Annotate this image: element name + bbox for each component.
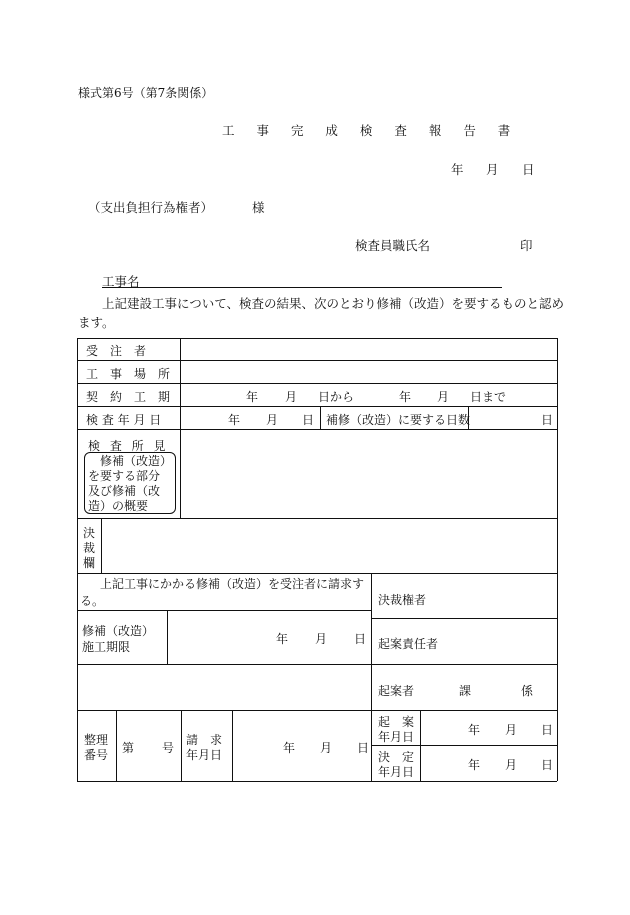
draft-date-line: 年月日 bbox=[378, 730, 415, 744]
draft-date-line: 起 案 bbox=[378, 715, 415, 729]
table-rule bbox=[371, 745, 557, 746]
inspection-date-day: 日 bbox=[302, 413, 315, 427]
addressee: （支出負担行為権者） bbox=[88, 200, 214, 215]
approval-char: 裁 bbox=[83, 541, 96, 555]
deadline-label-line: 修補（改造） bbox=[82, 624, 155, 638]
blank-area[interactable] bbox=[78, 665, 371, 710]
repair-days-unit: 日 bbox=[541, 413, 554, 427]
request-text: 上記工事にかかる修補（改造）を受注者に請求する。 bbox=[80, 577, 365, 608]
request-date-year: 年 bbox=[283, 741, 296, 755]
site-label: 工 事 場 所 bbox=[86, 367, 171, 381]
contractor-label: 受 注 者 bbox=[86, 344, 147, 358]
inspector-label: 検査員職氏名 bbox=[355, 238, 431, 253]
header-date-day: 日 bbox=[522, 162, 535, 177]
table-border-right bbox=[557, 338, 558, 781]
period-from-year: 年 bbox=[246, 390, 259, 404]
approval-char: 決 bbox=[83, 526, 96, 540]
findings-sub-line: 修補（改造） bbox=[100, 454, 173, 468]
drafter-section: 課 bbox=[459, 684, 472, 698]
table-rule bbox=[232, 710, 233, 781]
table-border-bottom bbox=[77, 781, 557, 782]
seal-mark: 印 bbox=[520, 238, 533, 253]
project-name-label: 工事名 bbox=[102, 274, 140, 289]
honorific: 様 bbox=[252, 200, 265, 215]
findings-sub-line: を要する部分 bbox=[88, 469, 161, 483]
request-date-line: 請 求 bbox=[186, 733, 223, 747]
draft-date-month: 月 bbox=[505, 723, 518, 737]
ref-no-line: 番号 bbox=[84, 748, 109, 762]
document-title: 工 事 完 成 検 査 報 告 書 bbox=[222, 123, 520, 138]
deadline-month: 月 bbox=[315, 632, 328, 646]
decision-date-line: 年月日 bbox=[378, 765, 415, 779]
table-rule bbox=[77, 710, 557, 711]
deadline-year: 年 bbox=[276, 632, 289, 646]
period-label: 契 約 工 期 bbox=[86, 390, 171, 404]
repair-days-field[interactable] bbox=[469, 407, 539, 429]
contractor-field[interactable] bbox=[181, 339, 557, 360]
request-date-day: 日 bbox=[357, 741, 370, 755]
ref-no-line: 整理 bbox=[84, 733, 109, 747]
intro-text: 上記建設工事について、検査の結果、次のとおり修補（改造）を要するものと認めます。 bbox=[78, 296, 565, 330]
decision-date-month: 月 bbox=[505, 758, 518, 772]
decision-date-year: 年 bbox=[468, 758, 481, 772]
table-rule bbox=[371, 573, 372, 781]
table-rule bbox=[371, 618, 557, 619]
period-to-year: 年 bbox=[399, 390, 412, 404]
period-from-day: 日から bbox=[318, 390, 355, 404]
repair-days-label: 補修（改造）に要する日数 bbox=[326, 413, 471, 427]
ref-dai: 第 bbox=[122, 741, 135, 755]
header-date-year: 年 bbox=[451, 162, 464, 177]
table-border-left bbox=[77, 338, 78, 781]
approval-field[interactable] bbox=[102, 519, 557, 573]
findings-sub-line: 及び修補（改 bbox=[88, 484, 161, 498]
ref-go: 号 bbox=[162, 741, 175, 755]
drafter-staff: 係 bbox=[521, 684, 534, 698]
table-rule bbox=[77, 573, 557, 574]
inspection-date-month: 月 bbox=[266, 413, 279, 427]
table-rule bbox=[181, 710, 182, 781]
responsible-label: 起案責任者 bbox=[378, 637, 439, 651]
decision-date-line: 決 定 bbox=[378, 750, 415, 764]
inspection-date-year: 年 bbox=[228, 413, 241, 427]
approver-label: 決裁権者 bbox=[378, 593, 427, 607]
findings-title: 検 査 所 見 bbox=[88, 439, 169, 453]
drafter-label: 起案者 bbox=[378, 684, 415, 698]
table-rule bbox=[77, 610, 371, 611]
period-to-month: 月 bbox=[437, 390, 450, 404]
decision-date-day: 日 bbox=[541, 758, 554, 772]
table-rule bbox=[77, 383, 557, 384]
draft-date-year: 年 bbox=[468, 723, 481, 737]
form-number: 様式第6号（第7条関係） bbox=[78, 86, 214, 100]
table-rule bbox=[420, 710, 421, 781]
request-date-line: 年月日 bbox=[186, 748, 223, 762]
project-name-line[interactable] bbox=[102, 287, 502, 288]
approval-char: 欄 bbox=[83, 556, 96, 570]
period-from-month: 月 bbox=[285, 390, 298, 404]
request-date-month: 月 bbox=[320, 741, 333, 755]
findings-sub-line: 造）の概要 bbox=[88, 499, 149, 513]
findings-field[interactable] bbox=[181, 430, 557, 518]
table-rule bbox=[167, 610, 168, 664]
header-date-month: 月 bbox=[486, 162, 499, 177]
table-rule bbox=[116, 710, 117, 781]
table-rule bbox=[320, 406, 321, 429]
site-field[interactable] bbox=[181, 361, 557, 383]
inspection-date-label: 検 査 年 月 日 bbox=[86, 413, 162, 427]
period-to-day: 日まで bbox=[470, 390, 507, 404]
deadline-label-line: 施工期限 bbox=[82, 640, 131, 654]
deadline-day: 日 bbox=[354, 632, 367, 646]
draft-date-day: 日 bbox=[541, 723, 554, 737]
